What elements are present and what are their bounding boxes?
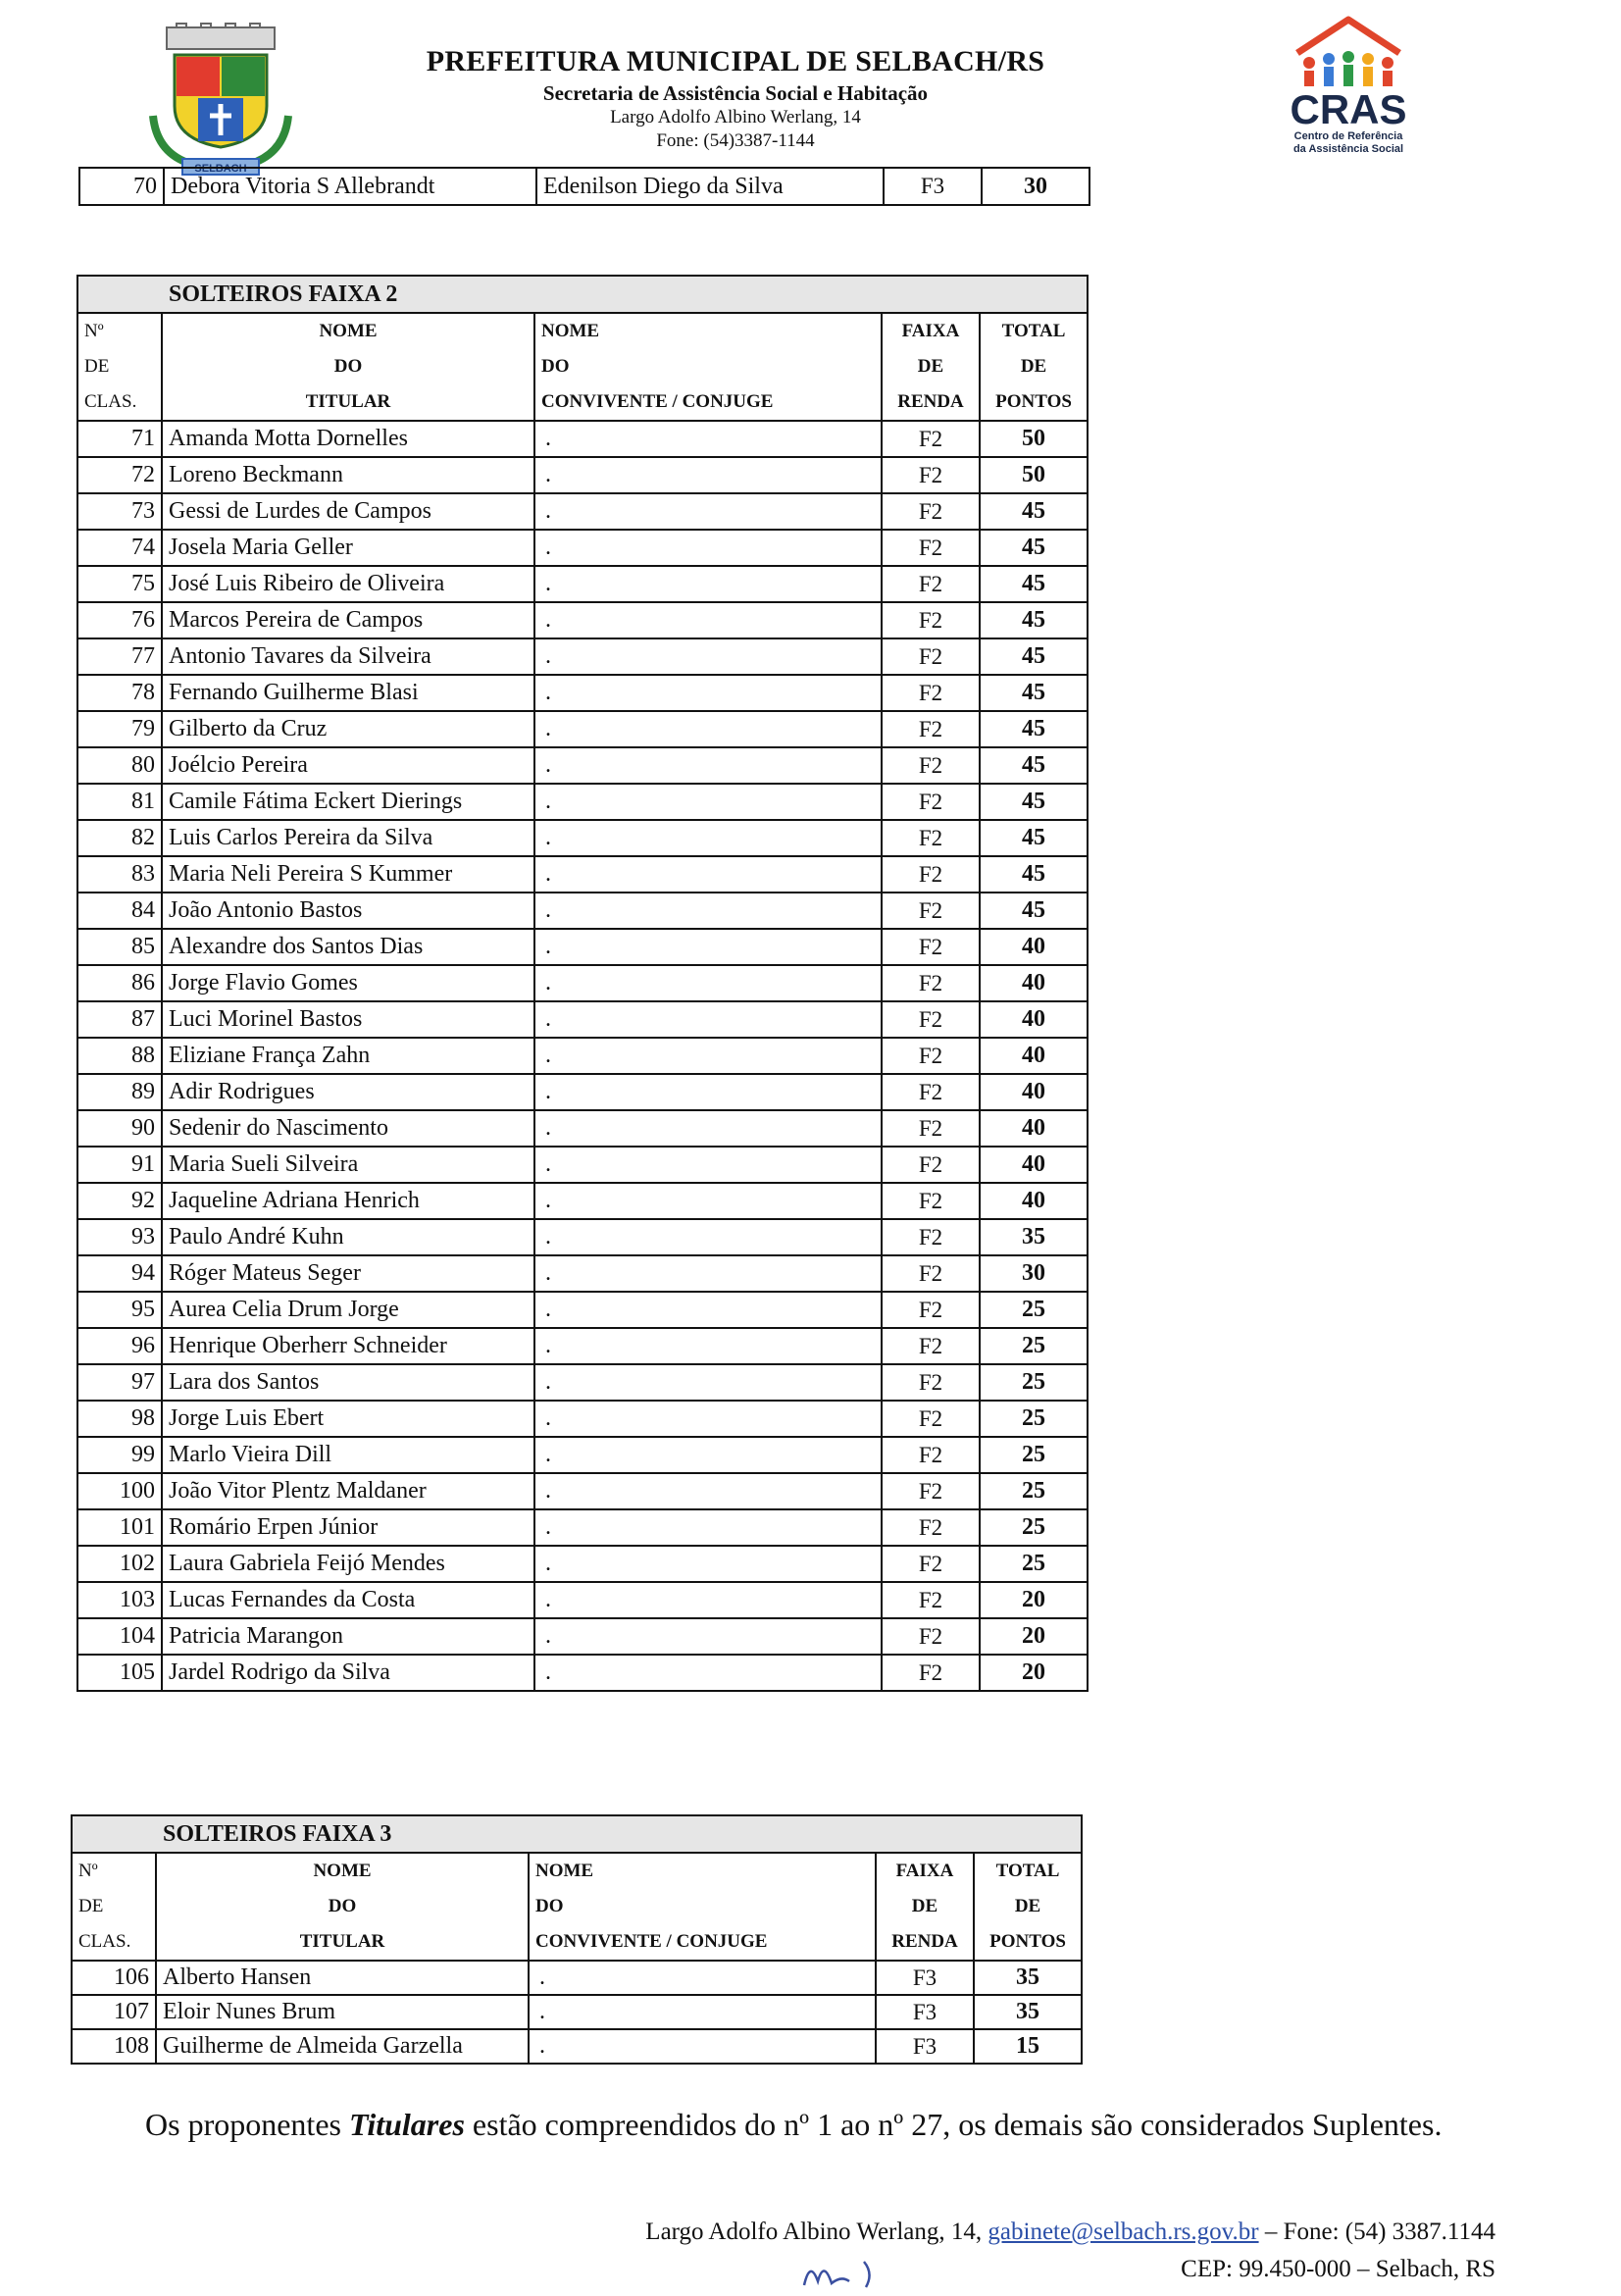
page-title: PREFEITURA MUNICIPAL DE SELBACH/RS [426, 45, 1045, 77]
class-number: 78 [77, 675, 162, 711]
income-band: F2 [882, 1147, 980, 1183]
table-row [79, 168, 1089, 205]
income-band: F2 [882, 1219, 980, 1255]
letterhead [363, 43, 1108, 152]
table-title: SOLTEIROS FAIXA 2 [77, 276, 1088, 313]
header-phone: Fone: (54)3387-1144 [656, 129, 815, 151]
income-band: F2 [882, 965, 980, 1001]
titular-name: Luis Carlos Pereira da Silva [162, 820, 534, 856]
conjuge-name: . [534, 856, 882, 893]
table-row [77, 1110, 1088, 1147]
income-band: F2 [882, 602, 980, 638]
titular-name: Róger Mateus Seger [162, 1255, 534, 1292]
titular-name: Gilberto da Cruz [162, 711, 534, 747]
table-solteiros-faixa-3 [71, 1814, 1083, 2065]
income-band: F3 [876, 1961, 974, 1995]
titular-name: Eloir Nunes Brum [156, 1995, 529, 2029]
titular-name: Jorge Flavio Gomes [162, 965, 534, 1001]
table-row [77, 1364, 1088, 1401]
header-class-number: Nº DE CLAS. [72, 1853, 156, 1961]
conjuge-name: . [534, 1001, 882, 1038]
conjuge-name: . [534, 1110, 882, 1147]
table-row [77, 820, 1088, 856]
footer-phone: – Fone: (54) 3387.1144 [1258, 2219, 1495, 2245]
total-points: 40 [980, 1147, 1088, 1183]
class-number: 83 [77, 856, 162, 893]
class-number: 70 [79, 168, 164, 205]
titular-name: Guilherme de Almeida Garzella [156, 2029, 529, 2064]
total-points: 25 [980, 1473, 1088, 1509]
class-number: 84 [77, 893, 162, 929]
class-number: 103 [77, 1582, 162, 1618]
class-number: 99 [77, 1437, 162, 1473]
table-row [77, 1618, 1088, 1655]
handwritten-initials [799, 2248, 907, 2291]
table-row [72, 1961, 1082, 1995]
header-class-number: Nº DE CLAS. [77, 313, 162, 421]
table-row [77, 965, 1088, 1001]
header-titular: NOME DO TITULAR [156, 1853, 529, 1961]
class-number: 88 [77, 1038, 162, 1074]
table-row [77, 1255, 1088, 1292]
total-points: 45 [980, 893, 1088, 929]
class-number: 107 [72, 1995, 156, 2029]
total-points: 45 [980, 675, 1088, 711]
conjuge-name: . [529, 2029, 876, 2064]
income-band: F3 [876, 2029, 974, 2064]
total-points: 30 [980, 1255, 1088, 1292]
titular-name: Gessi de Lurdes de Campos [162, 493, 534, 530]
conjuge-name: . [534, 530, 882, 566]
total-points: 45 [980, 602, 1088, 638]
class-number: 106 [72, 1961, 156, 1995]
total-points: 45 [980, 493, 1088, 530]
conjuge-name: . [534, 1074, 882, 1110]
titular-name: Joélcio Pereira [162, 747, 534, 784]
total-points: 25 [980, 1509, 1088, 1546]
conjuge-name: . [534, 965, 882, 1001]
titular-name: Sedenir do Nascimento [162, 1110, 534, 1147]
table-row [77, 784, 1088, 820]
class-number: 100 [77, 1473, 162, 1509]
income-band: F2 [882, 820, 980, 856]
header-total-points: TOTAL DE PONTOS [980, 313, 1088, 421]
income-band: F2 [882, 638, 980, 675]
total-points: 20 [980, 1655, 1088, 1691]
titular-name: Camile Fátima Eckert Dierings [162, 784, 534, 820]
class-number: 80 [77, 747, 162, 784]
total-points: 50 [980, 457, 1088, 493]
table-row [77, 493, 1088, 530]
conjuge-name: . [534, 675, 882, 711]
total-points: 45 [980, 638, 1088, 675]
conjuge-name: . [534, 784, 882, 820]
conjuge-name: Edenilson Diego da Silva [536, 168, 884, 205]
titular-name: Debora Vitoria S Allebrandt [164, 168, 536, 205]
class-number: 108 [72, 2029, 156, 2064]
conjuge-name: . [534, 711, 882, 747]
class-number: 90 [77, 1110, 162, 1147]
titular-name: Loreno Beckmann [162, 457, 534, 493]
total-points: 45 [980, 566, 1088, 602]
cras-logo-name: CRAS [1290, 86, 1407, 132]
conjuge-name: . [534, 1328, 882, 1364]
total-points: 40 [980, 965, 1088, 1001]
class-number: 92 [77, 1183, 162, 1219]
conjuge-name: . [534, 1401, 882, 1437]
income-band: F2 [882, 457, 980, 493]
header-conjuge: NOME DO CONVIVENTE / CONJUGE [529, 1853, 876, 1961]
income-band: F2 [882, 1328, 980, 1364]
class-number: 87 [77, 1001, 162, 1038]
income-band: F2 [882, 711, 980, 747]
class-number: 91 [77, 1147, 162, 1183]
titular-name: Paulo André Kuhn [162, 1219, 534, 1255]
income-band: F2 [882, 747, 980, 784]
table-row [77, 1582, 1088, 1618]
titular-name: Henrique Oberherr Schneider [162, 1328, 534, 1364]
conjuge-name: . [534, 1582, 882, 1618]
conjuge-name: . [534, 820, 882, 856]
conjuge-name: . [534, 1292, 882, 1328]
titular-name: Jardel Rodrigo da Silva [162, 1655, 534, 1691]
table-row [77, 1038, 1088, 1074]
titular-name: José Luis Ribeiro de Oliveira [162, 566, 534, 602]
conjuge-name: . [534, 1183, 882, 1219]
income-band: F2 [882, 675, 980, 711]
titular-name: Maria Sueli Silveira [162, 1147, 534, 1183]
conjuge-name: . [534, 1473, 882, 1509]
income-band: F2 [882, 1582, 980, 1618]
income-band: F3 [876, 1995, 974, 2029]
income-band: F2 [882, 929, 980, 965]
table-row [72, 2029, 1082, 2064]
titular-name: Luci Morinel Bastos [162, 1001, 534, 1038]
class-number: 101 [77, 1509, 162, 1546]
class-number: 72 [77, 457, 162, 493]
class-number: 93 [77, 1219, 162, 1255]
class-number: 89 [77, 1074, 162, 1110]
class-number: 85 [77, 929, 162, 965]
income-band: F2 [882, 1364, 980, 1401]
income-band: F2 [882, 1183, 980, 1219]
table-row [77, 1509, 1088, 1546]
footer-cep: CEP: 99.450-000 – Selbach, RS [1181, 2256, 1495, 2282]
table-row [77, 856, 1088, 893]
income-band: F2 [882, 1001, 980, 1038]
class-number: 79 [77, 711, 162, 747]
table-row [77, 638, 1088, 675]
income-band: F2 [882, 1546, 980, 1582]
municipal-crest [147, 22, 294, 179]
class-number: 98 [77, 1401, 162, 1437]
titular-name: Lucas Fernandes da Costa [162, 1582, 534, 1618]
class-number: 104 [77, 1618, 162, 1655]
footer-address-line [645, 2214, 1495, 2251]
table-row [77, 929, 1088, 965]
table-row [77, 1219, 1088, 1255]
class-number: 76 [77, 602, 162, 638]
cras-logo-caption-1: Centro de Referência [1293, 130, 1403, 142]
class-number: 74 [77, 530, 162, 566]
total-points: 45 [980, 711, 1088, 747]
titular-name: Laura Gabriela Feijó Mendes [162, 1546, 534, 1582]
table-row [77, 1473, 1088, 1509]
class-number: 105 [77, 1655, 162, 1691]
total-points: 20 [980, 1618, 1088, 1655]
header-titular: NOME DO TITULAR [162, 313, 534, 421]
class-number: 71 [77, 421, 162, 457]
total-points: 40 [980, 1001, 1088, 1038]
class-number: 94 [77, 1255, 162, 1292]
conjuge-name: . [534, 1509, 882, 1546]
titular-name: Alberto Hansen [156, 1961, 529, 1995]
class-number: 86 [77, 965, 162, 1001]
class-number: 81 [77, 784, 162, 820]
titular-name: Aurea Celia Drum Jorge [162, 1292, 534, 1328]
page-footer [645, 2214, 1495, 2288]
titular-name: João Antonio Bastos [162, 893, 534, 929]
carryover-table [78, 167, 1090, 206]
titular-name: Amanda Motta Dornelles [162, 421, 534, 457]
income-band: F2 [882, 1110, 980, 1147]
income-band: F2 [882, 893, 980, 929]
class-number: 75 [77, 566, 162, 602]
table-title: SOLTEIROS FAIXA 3 [72, 1815, 1082, 1853]
table-row [77, 530, 1088, 566]
income-band: F2 [882, 1437, 980, 1473]
conjuge-name: . [534, 1546, 882, 1582]
titular-name: Lara dos Santos [162, 1364, 534, 1401]
table-row [77, 602, 1088, 638]
conjuge-name: . [534, 566, 882, 602]
titular-name: Fernando Guilherme Blasi [162, 675, 534, 711]
conjuge-name: . [534, 893, 882, 929]
header-address: Largo Adolfo Albino Werlang, 14 [610, 106, 861, 128]
table-row [72, 1995, 1082, 2029]
total-points: 35 [974, 1961, 1082, 1995]
header-income-band: FAIXA DE RENDA [876, 1853, 974, 1961]
header-income-band: FAIXA DE RENDA [882, 313, 980, 421]
table-row [77, 421, 1088, 457]
class-number: 96 [77, 1328, 162, 1364]
titular-name: Alexandre dos Santos Dias [162, 929, 534, 965]
table-header-row [77, 313, 1088, 421]
conjuge-name: . [534, 1147, 882, 1183]
income-band: F2 [882, 784, 980, 820]
table-header-row [72, 1853, 1082, 1961]
total-points: 20 [980, 1582, 1088, 1618]
table-row [77, 675, 1088, 711]
total-points: 40 [980, 929, 1088, 965]
table-row [77, 893, 1088, 929]
class-number: 82 [77, 820, 162, 856]
total-points: 45 [980, 820, 1088, 856]
total-points: 45 [980, 856, 1088, 893]
crest-banner-text: SELBACH [194, 163, 247, 175]
total-points: 30 [982, 168, 1089, 205]
income-band: F2 [882, 493, 980, 530]
footer-email-link[interactable]: gabinete@selbach.rs.gov.br [988, 2219, 1259, 2245]
class-number: 95 [77, 1292, 162, 1328]
footer-address: Largo Adolfo Albino Werlang, 14, [645, 2219, 988, 2245]
income-band: F2 [882, 856, 980, 893]
total-points: 40 [980, 1074, 1088, 1110]
titular-name: Jaqueline Adriana Henrich [162, 1183, 534, 1219]
total-points: 40 [980, 1038, 1088, 1074]
cras-logo-caption-2: da Assistência Social [1292, 143, 1404, 155]
total-points: 45 [980, 530, 1088, 566]
income-band: F2 [882, 1292, 980, 1328]
total-points: 40 [980, 1183, 1088, 1219]
titular-name: Marcos Pereira de Campos [162, 602, 534, 638]
conjuge-name: . [534, 1364, 882, 1401]
table-title-row [72, 1815, 1082, 1853]
total-points: 35 [974, 1995, 1082, 2029]
table-row [77, 1292, 1088, 1328]
conjuge-name: . [534, 1618, 882, 1655]
total-points: 25 [980, 1364, 1088, 1401]
income-band: F2 [882, 530, 980, 566]
conjuge-name: . [534, 1655, 882, 1691]
table-row [77, 1328, 1088, 1364]
titular-name: Josela Maria Geller [162, 530, 534, 566]
conjuge-name: . [534, 1219, 882, 1255]
income-band: F2 [882, 1074, 980, 1110]
table-row [77, 457, 1088, 493]
income-band: F2 [882, 1401, 980, 1437]
total-points: 25 [980, 1437, 1088, 1473]
total-points: 25 [980, 1401, 1088, 1437]
note-text-end: estão compreendidos do nº 1 ao nº 27, os demais são considerados Suplentes. [464, 2107, 1443, 2142]
income-band: F2 [882, 566, 980, 602]
table-title-row [77, 276, 1088, 313]
conjuge-name: . [534, 493, 882, 530]
total-points: 25 [980, 1292, 1088, 1328]
conjuge-name: . [534, 1437, 882, 1473]
table-row [77, 711, 1088, 747]
conjuge-name: . [534, 457, 882, 493]
cras-logo [1280, 14, 1417, 161]
titular-name: Patricia Marangon [162, 1618, 534, 1655]
class-number: 77 [77, 638, 162, 675]
total-points: 35 [980, 1219, 1088, 1255]
total-points: 25 [980, 1328, 1088, 1364]
table-row [77, 1183, 1088, 1219]
class-number: 102 [77, 1546, 162, 1582]
titular-name: Eliziane França Zahn [162, 1038, 534, 1074]
conjuge-name: . [534, 421, 882, 457]
income-band: F2 [882, 1473, 980, 1509]
conjuge-name: . [534, 929, 882, 965]
note-text-start: Os proponentes [145, 2107, 349, 2142]
header-conjuge: NOME DO CONVIVENTE / CONJUGE [534, 313, 882, 421]
total-points: 40 [980, 1110, 1088, 1147]
table-row [77, 1655, 1088, 1691]
income-band: F3 [884, 168, 982, 205]
conjuge-name: . [529, 1995, 876, 2029]
table-body [72, 1961, 1082, 2064]
titulares-note [145, 2107, 1442, 2143]
income-band: F2 [882, 1509, 980, 1546]
income-band: F2 [882, 421, 980, 457]
conjuge-name: . [534, 1038, 882, 1074]
table-row [77, 1147, 1088, 1183]
total-points: 50 [980, 421, 1088, 457]
department-name: Secretaria de Assistência Social e Habitação [542, 80, 929, 105]
income-band: F2 [882, 1618, 980, 1655]
income-band: F2 [882, 1038, 980, 1074]
table-row [77, 1001, 1088, 1038]
titular-name: João Vitor Plentz Maldaner [162, 1473, 534, 1509]
total-points: 45 [980, 784, 1088, 820]
titular-name: Marlo Vieira Dill [162, 1437, 534, 1473]
conjuge-name: . [534, 638, 882, 675]
conjuge-name: . [534, 602, 882, 638]
class-number: 97 [77, 1364, 162, 1401]
table-row [77, 1074, 1088, 1110]
table-solteiros-faixa-2 [76, 275, 1089, 1692]
titular-name: Jorge Luis Ebert [162, 1401, 534, 1437]
total-points: 15 [974, 2029, 1082, 2064]
table-row [77, 1546, 1088, 1582]
table-body [77, 421, 1088, 1691]
titular-name: Maria Neli Pereira S Kummer [162, 856, 534, 893]
class-number: 73 [77, 493, 162, 530]
income-band: F2 [882, 1655, 980, 1691]
total-points: 45 [980, 747, 1088, 784]
table-row [77, 1401, 1088, 1437]
table-row [77, 566, 1088, 602]
header-total-points: TOTAL DE PONTOS [974, 1853, 1082, 1961]
conjuge-name: . [534, 1255, 882, 1292]
conjuge-name: . [534, 747, 882, 784]
income-band: F2 [882, 1255, 980, 1292]
table-row [77, 1437, 1088, 1473]
table-row [77, 747, 1088, 784]
titular-name: Romário Erpen Júnior [162, 1509, 534, 1546]
conjuge-name: . [529, 1961, 876, 1995]
note-emphasis: Titulares [348, 2107, 465, 2142]
total-points: 25 [980, 1546, 1088, 1582]
titular-name: Adir Rodrigues [162, 1074, 534, 1110]
titular-name: Antonio Tavares da Silveira [162, 638, 534, 675]
